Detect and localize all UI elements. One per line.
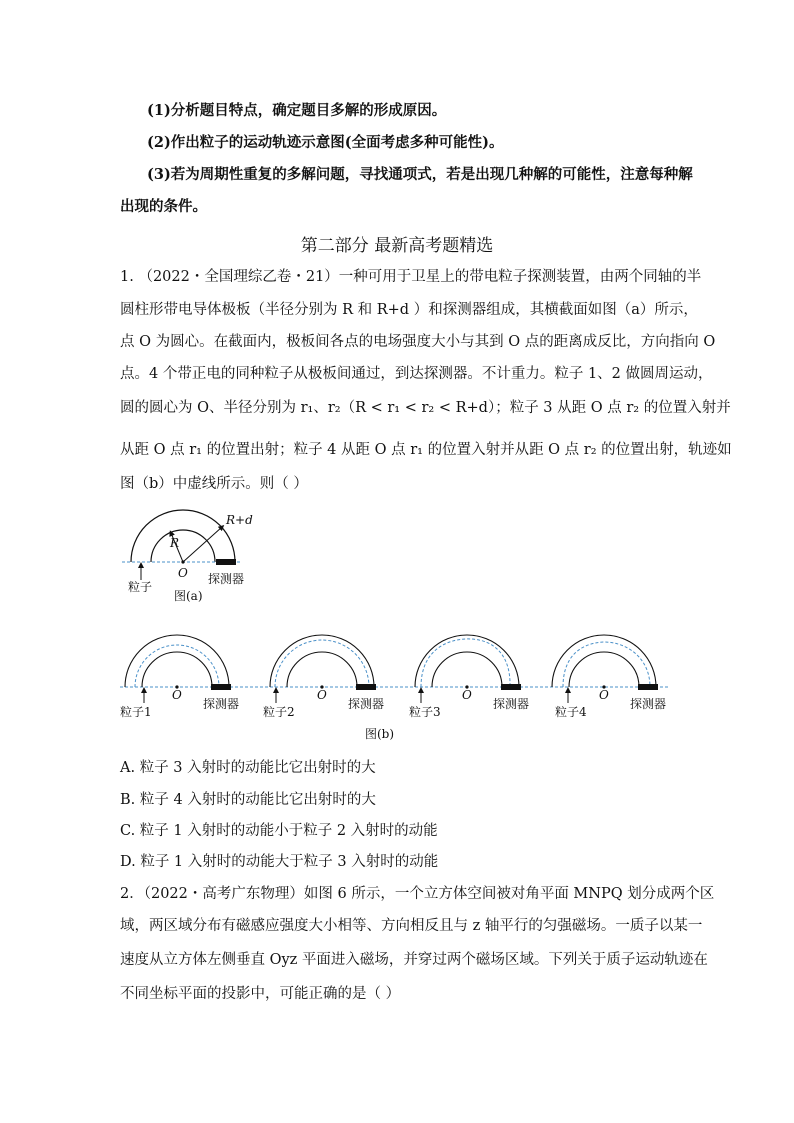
caption-a: 图(a) bbox=[174, 589, 203, 603]
q1-line-5: 圆的圆心为 O、半径分别为 r₁、r₂（R < r₁ < r₂ < R+d）；粒子 3 从距 O 点 r₂ 的位置入射并 bbox=[120, 400, 731, 416]
panel-3-detector: 探测器 bbox=[493, 697, 530, 711]
panel-2-detector: 探测器 bbox=[348, 697, 385, 711]
section-title: 第二部分 最新高考题精选 bbox=[300, 236, 494, 256]
option-b: B. 粒子 4 入射时的动能比它出射时的大 bbox=[120, 792, 376, 808]
panel-1-particle: 粒子1 bbox=[120, 705, 152, 719]
q2-line-4: 不同坐标平面的投影中，可能正确的是（ ） bbox=[120, 986, 401, 1002]
panel-2 bbox=[263, 635, 384, 719]
svg-text:O: O bbox=[317, 688, 327, 702]
q1-line-3: 点 O 为圆心。在截面内，极板间各点的电场强度大小与其到 O 点的距离成反比，方向指向 O bbox=[120, 334, 716, 350]
panel-3 bbox=[409, 635, 529, 719]
panel-4-detector: 探测器 bbox=[630, 697, 667, 711]
method-step-3: (3)若为周期性重复的多解问题，寻找通项式，若是出现几种解的可能性，注意每种解 bbox=[147, 166, 693, 183]
label-R: R bbox=[170, 536, 180, 550]
svg-text:O: O bbox=[599, 688, 609, 702]
label-Rd: R+d bbox=[226, 513, 253, 527]
svg-text:O: O bbox=[462, 688, 472, 702]
figure-a bbox=[118, 505, 278, 610]
method-step-1: (1)分析题目特点，确定题目多解的形成原因。 bbox=[147, 102, 447, 119]
panel-1 bbox=[120, 635, 239, 719]
panel-3-particle: 粒子3 bbox=[409, 705, 441, 719]
q2-line-3: 速度从立方体左侧垂直 Oyz 平面进入磁场，并穿过两个磁场区域。下列关于质子运动轨迹在 bbox=[120, 952, 708, 968]
caption-b: 图(b) bbox=[365, 727, 395, 741]
method-step-3-cont: 出现的条件。 bbox=[120, 198, 207, 215]
svg-text:O: O bbox=[172, 688, 182, 702]
q2-line-2: 域，两区域分布有磁感应强度大小相等、方向相反且与 z 轴平行的匀强磁场。一质子以某一 bbox=[120, 918, 703, 934]
panel-2-particle: 粒子2 bbox=[263, 705, 295, 719]
q1-line-6: 从距 O 点 r₁ 的位置出射；粒子 4 从距 O 点 r₁ 的位置入射并从距 O 点 r₂ 的位置出射，轨迹如 bbox=[120, 442, 732, 458]
q1-line-4: 点。4 个带正电的同种粒子从极板间通过，到达探测器。不计重力。粒子 1、2 做圆周运动， bbox=[120, 366, 713, 382]
option-a: A. 粒子 3 入射时的动能比它出射时的大 bbox=[120, 760, 376, 776]
panel-4-particle: 粒子4 bbox=[555, 705, 587, 719]
q2-line-1: 2．（2022・高考广东物理）如图 6 所示，一个立方体空间被对角平面 MNPQ 划分成两个区 bbox=[120, 886, 715, 902]
label-particle: 粒子 bbox=[128, 580, 153, 594]
outer-plate bbox=[131, 510, 235, 562]
inner-plate bbox=[151, 530, 215, 562]
label-detector: 探测器 bbox=[208, 572, 245, 586]
q1-line-7: 图（b）中虚线所示。则（ ） bbox=[120, 476, 308, 492]
option-d: D. 粒子 1 入射时的动能大于粒子 3 入射时的动能 bbox=[120, 854, 439, 870]
q1-line-2: 圆柱形带电导体极板（半径分别为 R 和 R+d ）和探测器组成，其横截面如图（a）所示， bbox=[120, 302, 698, 318]
detector-block bbox=[216, 559, 236, 565]
label-O: O bbox=[178, 566, 188, 580]
q1-line-1: 1. （2022・全国理综乙卷・21）一种可用于卫星上的带电粒子探测装置，由两个同轴的半 bbox=[120, 269, 702, 285]
panel-4 bbox=[552, 635, 666, 719]
panel-1-detector: 探测器 bbox=[203, 697, 240, 711]
figure-b bbox=[115, 628, 675, 746]
option-c: C. 粒子 1 入射时的动能小于粒子 2 入射时的动能 bbox=[120, 823, 438, 839]
method-step-2: (2)作出粒子的运动轨迹示意图(全面考虑多种可能性)。 bbox=[147, 134, 504, 151]
